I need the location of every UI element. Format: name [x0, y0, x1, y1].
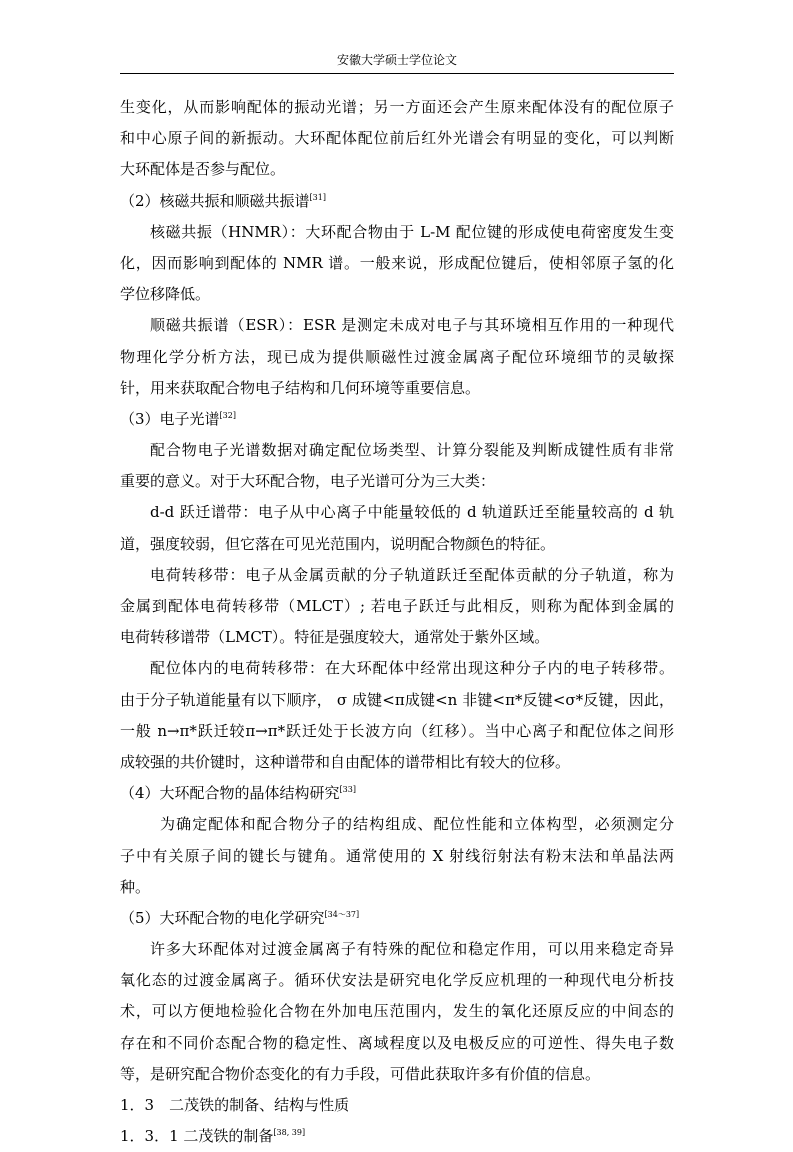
line-text: 生变化，从而影响配体的振动光谱；另一方面还会产生原来配体没有的配位原子: [120, 98, 674, 116]
text-line: [120, 996, 674, 1027]
text-line: [120, 529, 674, 560]
text-line: [120, 591, 674, 622]
header-rule: [120, 73, 674, 74]
line-text: 由于分子轨道能量有以下顺序， σ 成键<π成键<n 非键<π*反键<σ*反键，因此，: [120, 690, 674, 709]
text-line: [120, 841, 674, 872]
text-line: [120, 186, 674, 217]
text-line: [120, 1059, 674, 1090]
line-text: 术，可以方便地检验化合物在外加电压范围内，发生的氧化还原反应的中间态的: [120, 1002, 674, 1021]
line-text: （2）核磁共振和顺磁共振谱: [120, 191, 310, 210]
line-text: 顺磁共振谱（ESR）：ESR 是测定未成对电子与其环境相互作用的一种现代: [150, 316, 674, 335]
line-text: 学位移降低。: [120, 285, 211, 304]
text-line: [120, 466, 674, 497]
citation-superscript: [38, 39]: [273, 1128, 306, 1138]
line-text: 重要的意义。对于大环配合物，电子光谱可分为三大类：: [120, 472, 496, 491]
page-header: 安徽大学硕士学位论文: [336, 53, 457, 67]
line-text: 道，强度较弱，但它落在可见光范围内，说明配合物颜色的特征。: [120, 534, 556, 553]
line-text: 1．3．1 二茂铁的制备: [120, 1127, 274, 1146]
line-text: 1．3 二茂铁的制备、结构与性质: [120, 1096, 350, 1114]
text-line: [120, 903, 674, 934]
line-text: 氧化态的过渡金属离子。循环伏安法是研究电化学反应机理的一种现代电分析技: [120, 971, 674, 990]
line-text: 电荷转移谱带（LMCT）。特征是强度较大，通常处于紫外区域。: [120, 628, 550, 647]
text-line: [120, 279, 674, 310]
line-text: 针，用来获取配合物电子结构和几何环境等重要信息。: [120, 378, 481, 397]
text-line: [120, 497, 674, 528]
line-text: 配位体内的电荷转移带：在大环配体中经常出现这种分子内的电子转移带。: [150, 659, 674, 678]
line-text: 配合物电子光谱数据对确定配位场类型、计算分裂能及判断成键性质有非常: [150, 441, 674, 460]
text-line: [120, 373, 674, 404]
text-line: [120, 934, 674, 965]
text-line: [120, 872, 674, 903]
text-line: [120, 342, 674, 373]
text-line: [120, 435, 674, 466]
text-line: [120, 560, 674, 591]
line-text: d-d 跃迁谱带：电子从中心离子中能量较低的 d 轨道跃迁至能量较高的 d 轨: [150, 503, 674, 522]
line-text: 许多大环配体对过渡金属离子有特殊的配位和稳定作用，可以用来稳定奇异: [150, 940, 674, 959]
line-text: 一般 n→π*跃迁较π→π*跃迁处于长波方向（红移）。当中心离子和配位体之间形: [120, 721, 674, 740]
citation-superscript: [34～37]: [324, 909, 360, 919]
line-text: 物理化学分析方法，现已成为提供顺磁性过渡金属离子配位环境细节的灵敏探: [120, 347, 674, 366]
line-text: 成较强的共价键时，这种谱带和自由配体的谱带相比有较大的位移。: [120, 752, 571, 771]
citation-superscript: [31]: [309, 192, 326, 202]
line-text: 和中心原子间的新振动。大环配体配位前后红外光谱会有明显的变化，可以判断: [120, 129, 674, 148]
line-text: 电荷转移带：电子从金属贡献的分子轨道跃迁至配体贡献的分子轨道，称为: [150, 565, 674, 584]
line-text: 大环配体是否参与配位。: [120, 160, 286, 179]
citation-superscript: [33]: [339, 785, 356, 795]
text-line: [120, 965, 674, 996]
text-line: [120, 248, 674, 279]
line-text: 为确定配体和配合物分子的结构组成、配位性能和立体构型，必须测定分: [160, 815, 674, 834]
text-line: [120, 123, 674, 154]
line-text: 存在和不同价态配合物的稳定性、离域程度以及电极反应的可逆性、得失电子数: [120, 1033, 674, 1052]
text-line: [120, 404, 674, 435]
text-line: [120, 217, 674, 248]
text-line: [120, 778, 674, 809]
line-text: 金属到配体电荷转移带（MLCT）; 若电子跃迁与此相反，则称为配体到金属的: [120, 597, 674, 615]
text-line: [120, 809, 674, 840]
text-line: [120, 1121, 674, 1152]
text-line: [120, 685, 674, 716]
text-line: [120, 154, 674, 185]
line-text: 化，因而影响到配体的 NMR 谱。一般来说，形成配位键后，使相邻原子氢的化: [120, 253, 674, 272]
citation-superscript: [32]: [219, 410, 236, 420]
line-text: （5）大环配合物的电化学研究: [120, 908, 325, 927]
line-text: 子中有关原子间的键长与键角。通常使用的 X 射线衍射法有粉末法和单晶法两: [120, 846, 674, 865]
line-text: （3）电子光谱: [120, 409, 220, 428]
text-line: [120, 1090, 674, 1121]
text-line: [120, 310, 674, 341]
text-line: [120, 622, 674, 653]
line-text: 种。: [120, 877, 151, 896]
line-text: （4）大环配合物的晶体结构研究: [120, 784, 340, 803]
text-line: [120, 92, 674, 123]
text-line: [120, 747, 674, 778]
text-line: [120, 1028, 674, 1059]
line-text: 核磁共振（HNMR）：大环配合物由于 L-M 配位键的形成使电荷密度发生变: [150, 222, 674, 241]
line-text: 等，是研究配合物价态变化的有力手段，可借此获取许多有价值的信息。: [120, 1064, 601, 1083]
text-line: [120, 716, 674, 747]
body-text: [120, 92, 674, 1152]
text-line: [120, 653, 674, 684]
